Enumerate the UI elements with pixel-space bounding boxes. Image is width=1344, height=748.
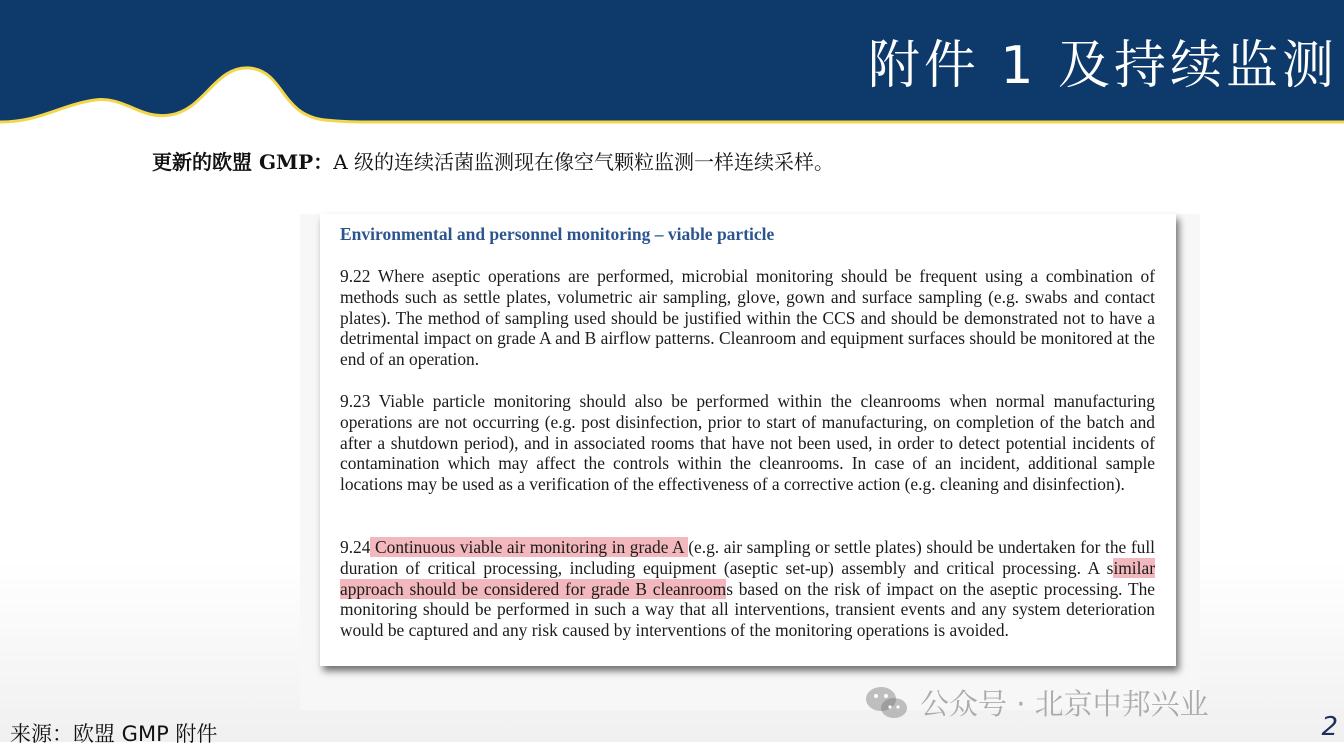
header-banner bbox=[0, 0, 1344, 128]
watermark bbox=[864, 682, 1209, 723]
document-excerpt bbox=[320, 214, 1176, 666]
highlight-continuous-monitoring: Continuous viable air monitoring in grade A bbox=[370, 537, 689, 557]
slide-subtitle bbox=[152, 146, 834, 175]
document-heading: Environmental and personnel monitoring – viable particle bbox=[340, 224, 775, 244]
paragraph-text-1: (e.g. air sampling or settle plates) should be undertaken for the full duration of critical processing, including equipment (aseptic set-up) assembly and critical processing. A s bbox=[340, 537, 1155, 578]
paragraph-9-24 bbox=[340, 537, 1155, 641]
page-number: 2 bbox=[1321, 712, 1338, 742]
page-title: 附件 1 及持续监测 bbox=[867, 36, 1338, 96]
paragraph-text-2: s based on the risk of impact on the aseptic processing. The monitoring should be performed in such a way that all interventions, transient events and any system deterioration would be captured and any risk caused by interventions of the monitoring operations is avoided. bbox=[340, 578, 1155, 641]
highlight-grade-b: imilar approach should be considered for grade B cleanroom bbox=[340, 557, 1155, 599]
paragraph-9-23: 9.23 Viable particle monitoring should also be performed within the cleanrooms when normal manufacturing operations are not occurring (e.g. post disinfection, prior to start of manufacturing, on completion of the batch and after a shutdown period), and in associated rooms that have not been used, in order to detect potential incidents of contamination which may affect the controls within the cleanrooms. In case of an incident, additional sample locations may be used as a verification of the effectiveness of a corrective action (e.g. cleaning and disinfection). bbox=[340, 391, 1155, 495]
source-caption: 来源：欧盟 GMP 附件 bbox=[10, 722, 218, 746]
watermark-text: 公众号 · 北京中邦兴业 bbox=[920, 687, 1209, 721]
paragraph-number: 9.24 bbox=[340, 537, 371, 557]
wechat-icon bbox=[864, 684, 910, 722]
subtitle-text: A 级的连续活菌监测现在像空气颗粒监测一样连续采样。 bbox=[333, 150, 835, 174]
paragraph-9-22: 9.22 Where aseptic operations are performed, microbial monitoring should be frequent using a combination of methods such as settle plates, volumetric air sampling, glove, gown and surface sampling (e.g. swabs and contact plates). The method of sampling used should be justified within the CCS and should be demonstrated not to have a detrimental impact on grade A and B airflow patterns. Cleanroom and equipment surfaces should be monitored at the end of an operation. bbox=[340, 266, 1155, 370]
subtitle-prefix: 更新的欧盟 GMP： bbox=[152, 150, 334, 174]
